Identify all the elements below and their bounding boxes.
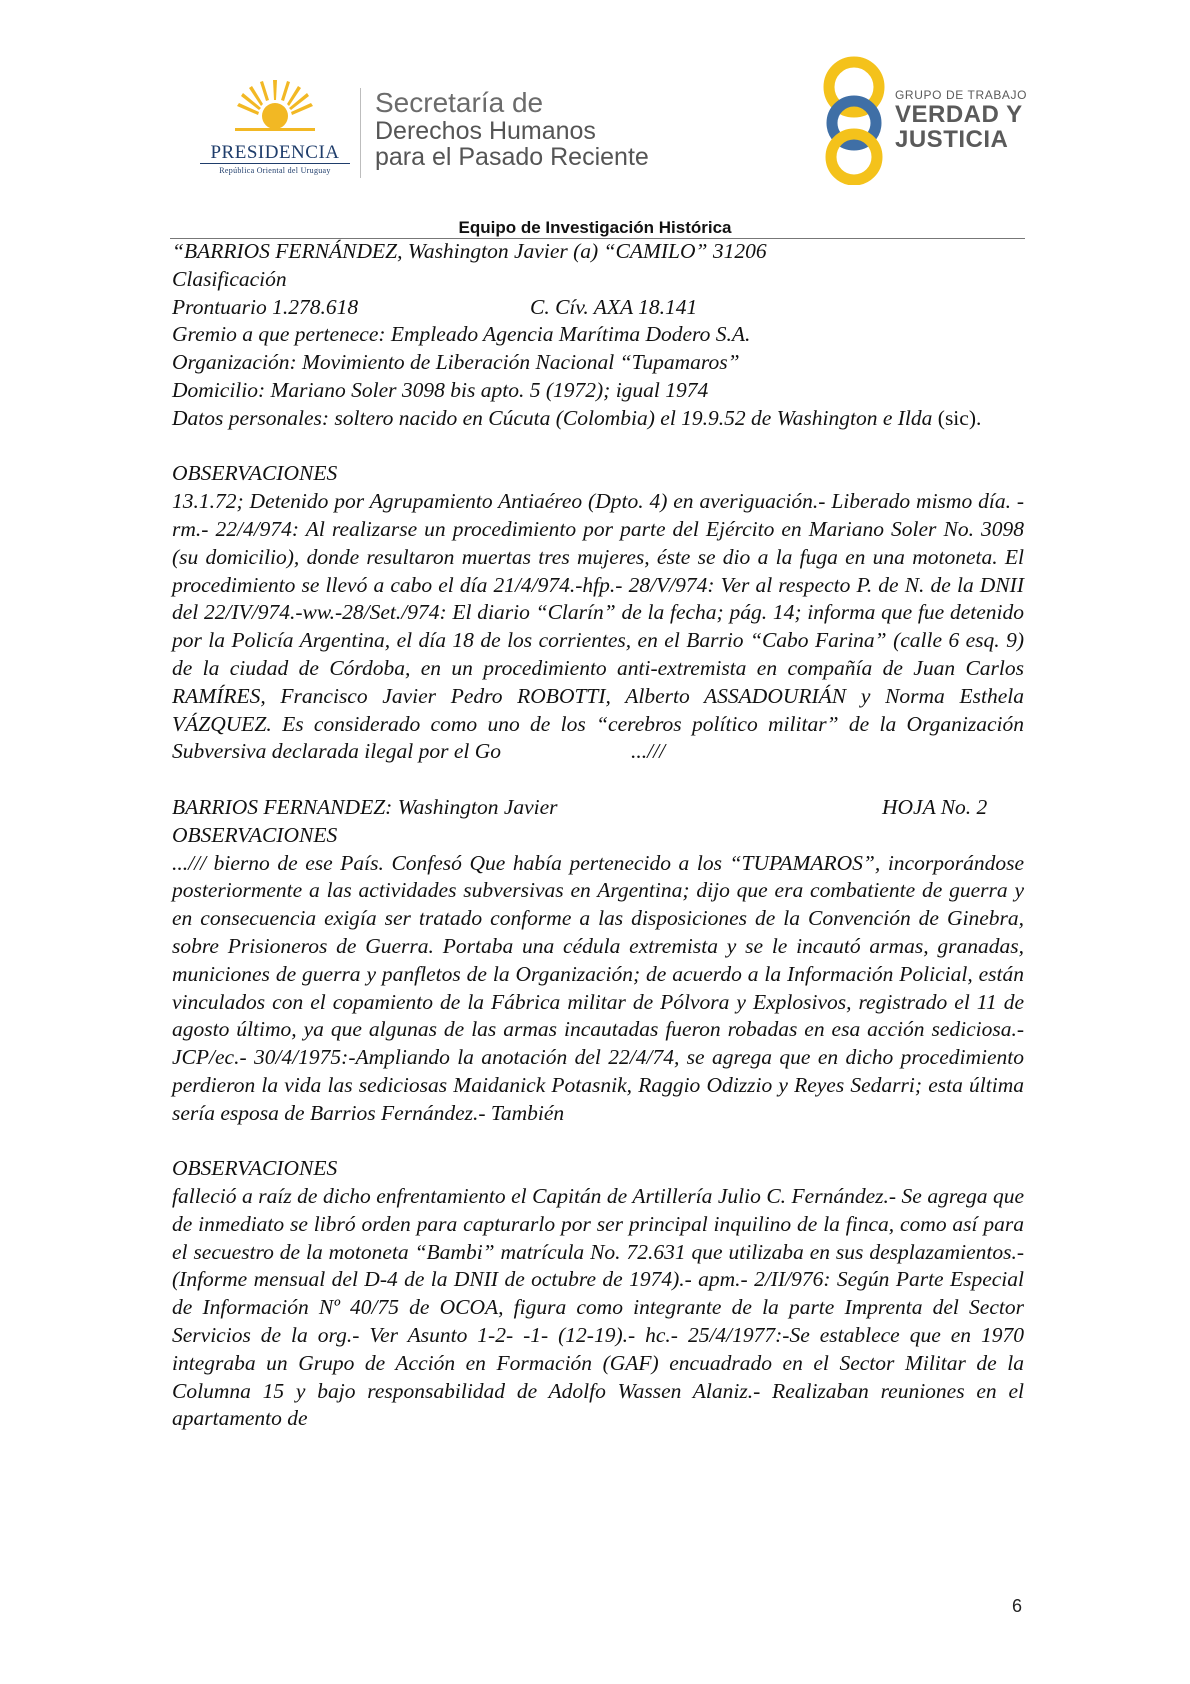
sheet2-name: BARRIOS FERNANDEZ: Washington Javier (172, 794, 558, 819)
obs1-heading: OBSERVACIONES (172, 461, 338, 486)
page-number: 6 (1012, 1596, 1023, 1616)
secretaria-line-3: para el Pasado Reciente (375, 143, 649, 171)
obs1-continuation-mark: .../// (631, 739, 666, 764)
presidencia-subtitle: República Oriental del Uruguay (219, 166, 331, 175)
document-body (172, 238, 1024, 1433)
presidencia-divider (200, 163, 350, 164)
verdad-justicia-text (895, 88, 1027, 152)
sheet2-hoja: HOJA No. 2 (882, 794, 988, 819)
sun-icon (235, 78, 315, 140)
sheet2-text: .../// bierno de ese País. Confesó Que había pertenecido a los “TUPAMAROS”, incorporándose posteriormente a las actividades subversivas en Argentina; dijo que era combatiente de guerra y en consecuencia exigía ser tratado conforme a las disposiciones de la Convención de Ginebra, sobre Prisioneros de Guerra. Portaba una cédula extremista y se le incautó armas, granadas, municiones de guerra y panfletos de la Organización; de acuerdo a la Información Policial, están vinculados con el copamiento de la Fábrica militar de Pólvora y Explosivos, registrado el 11 de agosto último, ya que algunas de las armas incautadas fueron robadas en esa acción sediciosa.- JCP/ec.- 30/4/1975:-Ampliando la anotación del 22/4/74, se agrega que en dicho procedimiento perdieron la vida las sediciosas Maidanick Potasnik, Raggio Odizzio y Reyes Sedarri; esta última sería esposa de Barrios Fernández.- También (172, 850, 1024, 1125)
gt-big-label-1: VERDAD Y (895, 101, 1023, 128)
header-divider (360, 88, 361, 178)
secretaria-logo-text (375, 88, 649, 170)
obs1-text: 13.1.72; Detenido por Agrupamiento Antiaéreo (Dpto. 4) en averiguación.- Liberado mismo día. -rm.- 22/4/974: Al realizarse un procedimiento por parte del Ejército en Mariano Soler No. 3098 (su domicilio), donde resultaron muertas tres mujeres, éste se dio a la fuga en una motoneta. El procedimiento se llevó a cabo el día 21/4/974.-hfp.- 28/V/974: Ver al respecto P. de N. de la DNII del 22/IV/974.-ww.-28/Set./974: El diario “Clarín” de la fecha; pág. 14; informa que fue detenido por la Policía Argentina, el día 18 de los corrientes, en el Barrio “Cabo Farina” (calle 6 esq. 9) de la ciudad de Córdoba, en un procedimiento anti-extremista en compañía de Juan Carlos RAMÍRES, Francisco Javier Pedro ROBOTTI, Alberto ASSADOURIÁN y Norma Esthela VÁZQUEZ. Es considerado como uno de los “cerebros político militar” de la Organización Subversiva declarada ilegal por el Go (172, 489, 1024, 764)
gt-big-label-2: JUSTICIA (895, 126, 1009, 153)
gt-small-label: GRUPO DE TRABAJO (895, 88, 1028, 102)
record-datos (172, 405, 1024, 433)
record-civ: C. Cív. AXA 18.141 (530, 294, 698, 319)
record-organizacion: Organización: Movimiento de Liberación Nacional “Tupamaros” (172, 350, 740, 375)
sheet2-header-row (172, 794, 1024, 822)
record-prontuario-row (172, 294, 1024, 322)
record-datos-text: Datos personales: soltero nacido en Cúcuta (Colombia) el 19.9.52 de Washington e Ilda (172, 405, 933, 430)
secretaria-line-1: Secretaría de (375, 87, 544, 118)
record-clasificacion: Clasificación (172, 266, 287, 291)
presidencia-name: PRESIDENCIA (210, 142, 340, 163)
record-datos-sic: (sic). (932, 405, 982, 430)
record-domicilio: Domicilio: Mariano Soler 3098 bis apto. 5 (1972); igual 1974 (172, 377, 709, 402)
obs3-text: falleció a raíz de dicho enfrentamiento el Capitán de Artillería Julio C. Fernández.- Se agrega que de inmediato se libró orden para capturarlo por ser principal inquilino de la finca, como así para el secuestro de la motoneta “Bambi” matrícula No. 72.631 que utilizaba en sus desplazamientos.- (Informe mensual del D-4 de la DNII de octubre de 1974).- apm.- 2/II/976: Según Parte Especial de Información Nº 40/75 de OCOA, figura como integrante de la parte Imprenta del Sector Servicios de la org.- Ver Asunto 1-2- -1- (12-19).- hc.- 25/4/1977:-Se establece que en 1970 integraba un Grupo de Acción en Formación (GAF) encuadrado en el Sector Militar de la Columna 15 y bajo responsabilidad de Adolfo Wassen Alaniz.- Realizaban reuniones en el apartamento de (172, 1184, 1024, 1431)
page-header (0, 0, 1190, 220)
sheet2-heading: OBSERVACIONES (172, 822, 338, 847)
obs3-heading: OBSERVACIONES (172, 1156, 338, 1181)
record-title: “BARRIOS FERNÁNDEZ, Washington Javier (a) “CAMILO” 31206 (172, 239, 767, 263)
team-title: Equipo de Investigación Histórica (458, 218, 732, 237)
obs1-text-block (172, 488, 1024, 766)
presidencia-logo (195, 78, 355, 188)
secretaria-line-2: Derechos Humanos (375, 117, 596, 145)
record-prontuario: Prontuario 1.278.618 (172, 294, 359, 319)
record-gremio: Gremio a que pertenece: Empleado Agencia Marítima Dodero S.A. (172, 322, 751, 347)
